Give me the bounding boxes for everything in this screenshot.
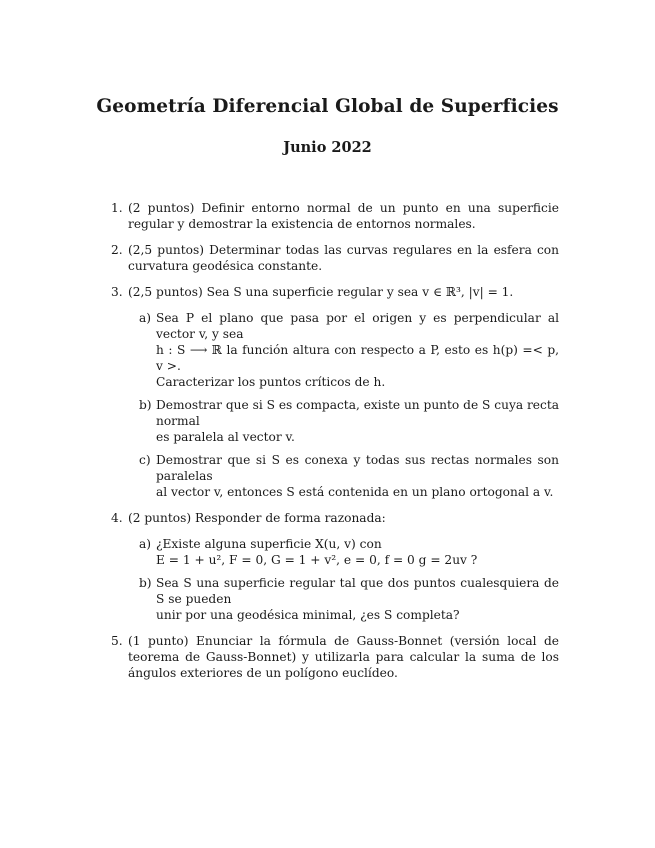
question-number: 4.	[111, 511, 123, 525]
question-number: 5.	[111, 634, 123, 648]
subquestion-line: h : S ⟶ ℝ la función altura con respecto a P, esto es h(p) =< p, v >.	[156, 343, 559, 373]
subquestion-line: Caracterizar los puntos críticos de h.	[156, 375, 386, 389]
question-4	[111, 510, 559, 623]
subquestion-label: b)	[139, 576, 152, 590]
question-text: (1 punto) Enunciar la fórmula de Gauss-Bonnet (versión local de teorema de Gauss-Bonnet) y utilizarla para calcular la suma de los ángulos exteriores de un polígono euclídeo.	[128, 634, 559, 680]
subquestion-line: Sea P el plano que pasa por el origen y es perpendicular al vector v, y sea	[156, 311, 559, 341]
subquestion-line: Demostrar que si S es compacta, existe un punto de S cuya recta normal	[156, 398, 559, 428]
question-list	[111, 200, 559, 691]
subquestion-list	[128, 310, 559, 500]
subquestion-line: Sea S una superficie regular tal que dos puntos cualesquiera de S se pueden	[156, 576, 559, 606]
subquestion-4b	[128, 575, 559, 623]
question-text: (2,5 puntos) Sea S una superficie regular y sea v ∈ ℝ³, |v| = 1.	[128, 285, 514, 299]
subquestion-line: unir por una geodésica minimal, ¿es S completa?	[156, 608, 460, 622]
question-3	[111, 284, 559, 500]
subquestion-4a	[128, 536, 559, 568]
subquestion-label: a)	[139, 311, 152, 325]
subquestion-line: ¿Existe alguna superficie X(u, v) con	[156, 537, 382, 551]
subquestion-label: a)	[139, 537, 152, 551]
question-2	[111, 242, 559, 274]
question-text: (2 puntos) Definir entorno normal de un punto en una superficie regular y demostrar la existencia de entornos normales.	[128, 201, 559, 231]
question-5	[111, 633, 559, 681]
subquestion-list	[128, 536, 559, 623]
subquestion-line: Demostrar que si S es conexa y todas sus rectas normales son paralelas	[156, 453, 559, 483]
exam-title: Geometría Diferencial Global de Superficies	[96, 96, 559, 117]
question-number: 1.	[111, 201, 123, 215]
question-number: 3.	[111, 285, 123, 299]
subquestion-label: c)	[139, 453, 151, 467]
subquestion-line: al vector v, entonces S está contenida en un plano ortogonal a v.	[156, 485, 554, 499]
subquestion-line: es paralela al vector v.	[156, 430, 295, 444]
subquestion-3c	[128, 452, 559, 500]
exam-date: Junio 2022	[283, 139, 372, 156]
subquestion-3a	[128, 310, 559, 390]
question-text: (2,5 puntos) Determinar todas las curvas regulares en la esfera con curvatura geodésica constante.	[128, 243, 559, 273]
question-text: (2 puntos) Responder de forma razonada:	[128, 511, 386, 525]
subquestion-3b	[128, 397, 559, 445]
question-1	[111, 200, 559, 232]
subquestion-line: E = 1 + u², F = 0, G = 1 + v², e = 0, f = 0 g = 2uv ?	[156, 553, 478, 567]
question-number: 2.	[111, 243, 123, 257]
subquestion-label: b)	[139, 398, 152, 412]
